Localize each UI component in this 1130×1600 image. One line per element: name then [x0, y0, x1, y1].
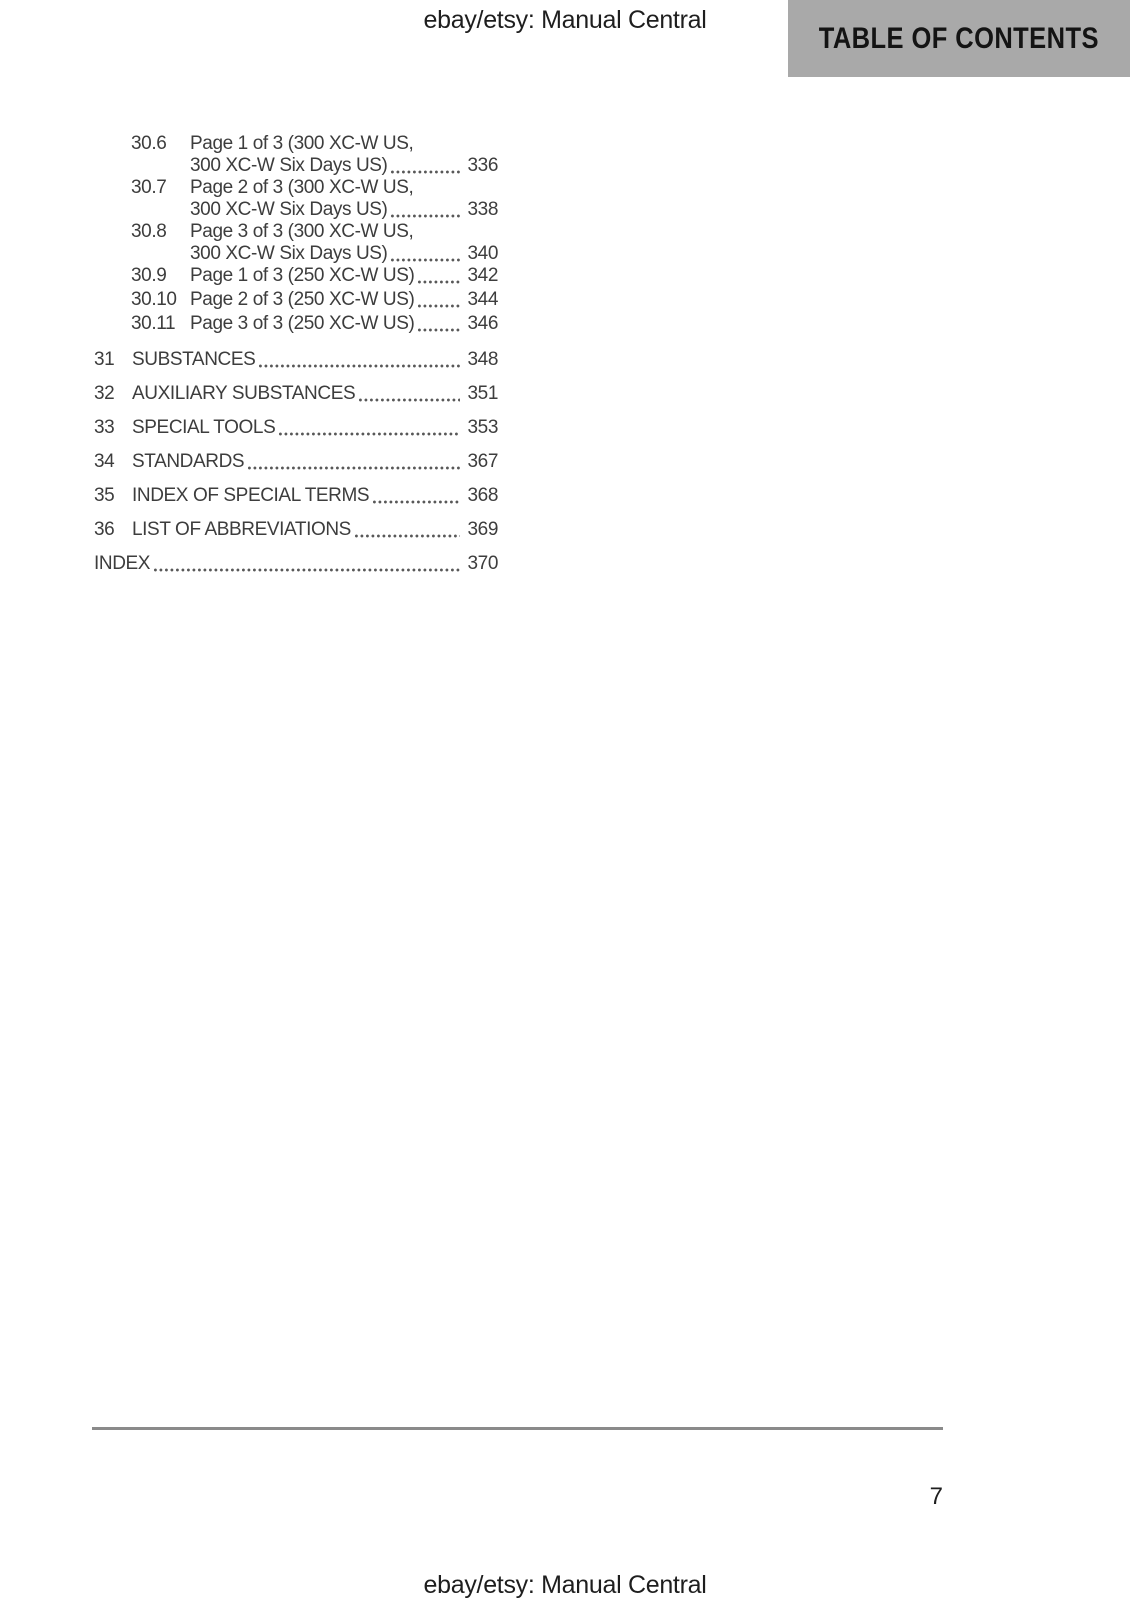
toc-entry-body: [190, 313, 498, 335]
toc-entry-line: [132, 451, 498, 473]
toc-entry-body: [132, 417, 498, 439]
dot-leader: [391, 258, 460, 262]
toc-entry-line: [190, 243, 498, 265]
dot-leader: [418, 328, 460, 332]
toc-entry-body: [132, 383, 498, 405]
toc-entry-number: 30.9: [131, 265, 167, 286]
toc-entry-body: [190, 289, 498, 311]
toc-entry-title: SPECIAL TOOLS: [132, 417, 276, 438]
dot-leader: [154, 568, 460, 572]
toc-entry-line: [190, 289, 498, 311]
toc-entry: [94, 265, 498, 287]
toc-chapter: [94, 383, 498, 405]
toc-entry-number: 30.6: [131, 133, 167, 154]
toc-entry-title: Page 3 of 3 (250 XC-W US): [190, 313, 415, 334]
header-title: ebay/etsy: Manual Central: [423, 6, 707, 34]
dot-leader: [391, 214, 460, 218]
dot-leader: [248, 466, 460, 470]
toc-entry-title: LIST OF ABBREVIATIONS: [132, 519, 351, 540]
toc-entry: [94, 133, 498, 177]
toc-entry-page: 344: [467, 289, 498, 310]
toc-chapter: [94, 417, 498, 439]
toc-entry-number: 33: [94, 417, 115, 438]
toc-entry-title: 300 XC-W Six Days US): [190, 243, 388, 264]
toc-entry-body: [132, 485, 498, 507]
toc-entry-title: Page 2 of 3 (300 XC-W US,: [190, 177, 414, 198]
toc-entry: [94, 289, 498, 311]
footer-rule: [92, 1427, 943, 1430]
dot-leader: [279, 432, 460, 436]
toc-entry-title: Page 3 of 3 (300 XC-W US,: [190, 221, 414, 242]
dot-leader: [391, 170, 460, 174]
toc-entry-number: 35: [94, 485, 115, 506]
toc-entry-body: [94, 553, 498, 575]
dot-leader: [359, 398, 460, 402]
toc-entry-title: Page 2 of 3 (250 XC-W US): [190, 289, 415, 310]
toc-entry-title: Page 1 of 3 (300 XC-W US,: [190, 133, 414, 154]
toc-entry-title: INDEX OF SPECIAL TERMS: [132, 485, 370, 506]
footer-title: ebay/etsy: Manual Central: [423, 1571, 707, 1599]
dot-leader: [259, 364, 460, 368]
toc-entry-body: [132, 519, 498, 541]
toc-index-entry: [94, 553, 498, 575]
toc-entry-title: AUXILIARY SUBSTANCES: [132, 383, 356, 404]
toc-entry-body: [190, 221, 498, 265]
toc-entry-page: 340: [467, 243, 498, 264]
toc-entry-page: 369: [467, 519, 498, 540]
toc-entry-title: SUBSTANCES: [132, 349, 256, 370]
table-of-contents: [94, 133, 498, 587]
toc-entry-page: 353: [467, 417, 498, 438]
toc-chapter: [94, 349, 498, 371]
toc-entry-page: 336: [467, 155, 498, 176]
toc-entry-page: 351: [467, 383, 498, 404]
toc-entry: [94, 221, 498, 265]
toc-entry-line: [132, 417, 498, 439]
toc-chapter: [94, 485, 498, 507]
toc-entry-number: 30.11: [131, 313, 176, 334]
toc-entry-number: 30.10: [131, 289, 177, 310]
toc-entry-line: [132, 349, 498, 371]
toc-entry-page: 346: [467, 313, 498, 334]
dot-leader: [418, 304, 460, 308]
toc-chapter: [94, 519, 498, 541]
toc-entry-page: 367: [467, 451, 498, 472]
toc-entry-page: 348: [467, 349, 498, 370]
toc-entry-title: STANDARDS: [132, 451, 245, 472]
toc-entry-page: 342: [467, 265, 498, 286]
toc-chapter: [94, 451, 498, 473]
toc-entry-number: 30.8: [131, 221, 167, 242]
toc-entry-line: [190, 199, 498, 221]
toc-entry-number: 31: [94, 349, 115, 370]
banner-title: TABLE OF CONTENTS: [818, 21, 1100, 55]
toc-entry: [94, 313, 498, 335]
toc-entry-title: INDEX: [94, 553, 151, 574]
toc-entry-line: [132, 519, 498, 541]
toc-entry-page: 338: [467, 199, 498, 220]
toc-entry-body: [190, 133, 498, 177]
dot-leader: [355, 534, 461, 538]
toc-entry: [94, 177, 498, 221]
toc-entry-line: [190, 313, 498, 335]
toc-entry-body: [190, 265, 498, 287]
toc-entry-line: [132, 383, 498, 405]
toc-entry-line: [132, 485, 498, 507]
toc-entry-title: 300 XC-W Six Days US): [190, 155, 388, 176]
toc-entry-body: [132, 349, 498, 371]
toc-entry-body: [190, 177, 498, 221]
toc-entry-line: [190, 265, 498, 287]
toc-entry-title: Page 1 of 3 (250 XC-W US): [190, 265, 415, 286]
page-number: 7: [929, 1483, 943, 1510]
toc-entry-number: 30.7: [131, 177, 167, 198]
toc-entry-page: 370: [467, 553, 498, 574]
table-of-contents-banner: [788, 0, 1130, 77]
toc-entry-line: [94, 553, 498, 575]
toc-entry-page: 368: [467, 485, 498, 506]
toc-entry-line: [190, 155, 498, 177]
toc-entry-number: 36: [94, 519, 115, 540]
toc-entry-number: 34: [94, 451, 115, 472]
toc-entry-body: [132, 451, 498, 473]
toc-entry-number: 32: [94, 383, 115, 404]
dot-leader: [373, 500, 460, 504]
toc-entry-title: 300 XC-W Six Days US): [190, 199, 388, 220]
dot-leader: [418, 280, 460, 284]
